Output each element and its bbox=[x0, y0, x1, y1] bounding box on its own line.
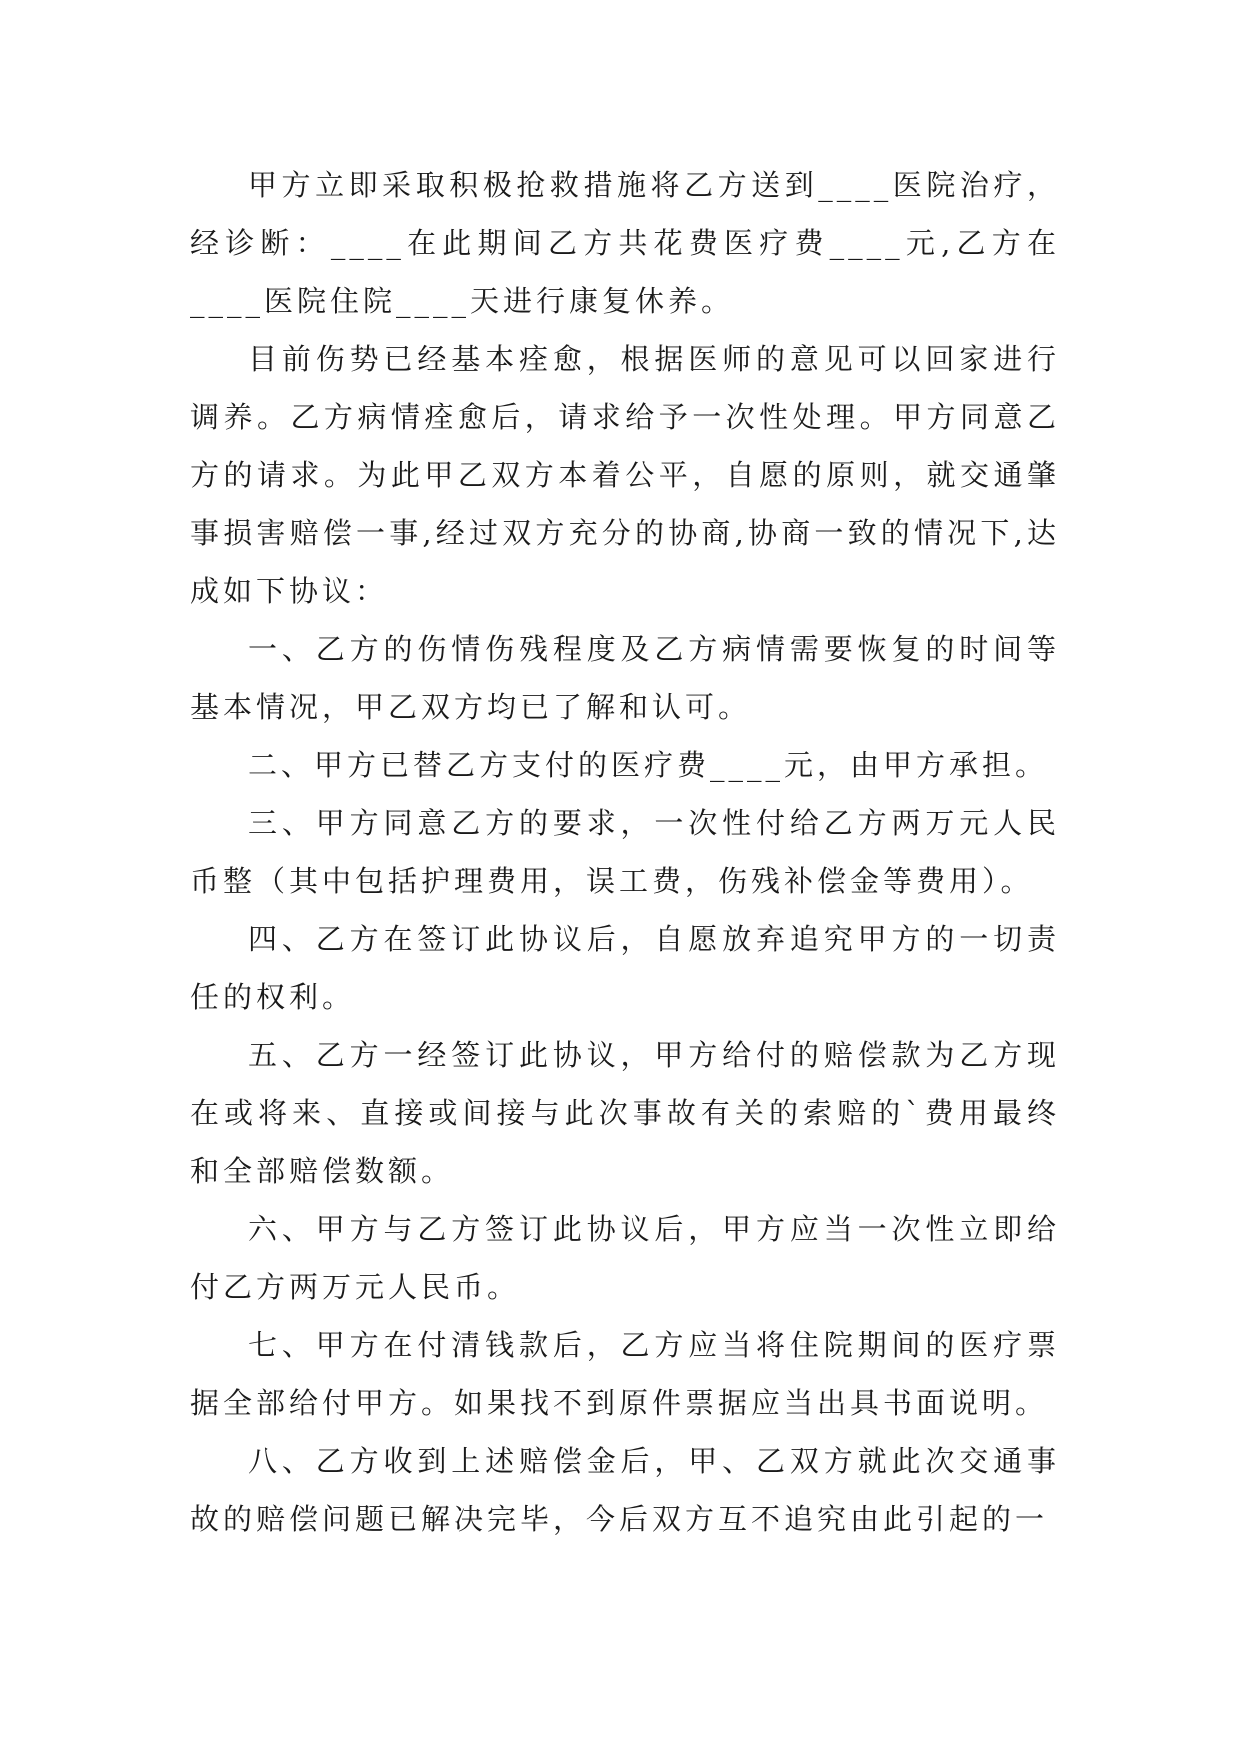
clause-8: 八、乙方收到上述赔偿金后，甲、乙双方就此次交通事故的赔偿问题已解决完毕，今后双方互不追究由此引起的一 bbox=[190, 1444, 1060, 1536]
clause-6: 六、甲方与乙方签订此协议后，甲方应当一次性立即给付乙方两万元人民币。 bbox=[190, 1212, 1060, 1304]
clause-1: 一、乙方的伤情伤残程度及乙方病情需要恢复的时间等基本情况，甲乙双方均已了解和认可。 bbox=[190, 632, 1060, 724]
clause-2: 二、甲方已替乙方支付的医疗费____元，由甲方承担。 bbox=[248, 748, 1049, 782]
paragraph-treatment: 甲方立即采取积极抢救措施将乙方送到____医院治疗，经诊断：____在此期间乙方共花费医疗费____元,乙方在____医院住院____天进行康复休养。 bbox=[190, 168, 1060, 318]
paragraph-recovery: 目前伤势已经基本痊愈，根据医师的意见可以回家进行调养。乙方病情痊愈后，请求给予一次性处理。甲方同意乙方的请求。为此甲乙双方本着公平，自愿的原则，就交通肇事损害赔偿一事,经过双方充分的协商,协商一致的情况下,达成如下协议： bbox=[190, 342, 1060, 608]
clause-5: 五、乙方一经签订此协议，甲方给付的赔偿款为乙方现在或将来、直接或间接与此次事故有关的索赔的`费用最终和全部赔偿数额。 bbox=[190, 1038, 1060, 1188]
clause-4: 四、乙方在签订此协议后，自愿放弃追究甲方的一切责任的权利。 bbox=[190, 922, 1060, 1014]
document-body bbox=[190, 156, 1060, 1548]
clause-7: 七、甲方在付清钱款后，乙方应当将住院期间的医疗票据全部给付甲方。如果找不到原件票据应当出具书面说明。 bbox=[190, 1328, 1060, 1420]
clause-3: 三、甲方同意乙方的要求，一次性付给乙方两万元人民币整（其中包括护理费用，误工费，伤残补偿金等费用）。 bbox=[190, 806, 1060, 898]
